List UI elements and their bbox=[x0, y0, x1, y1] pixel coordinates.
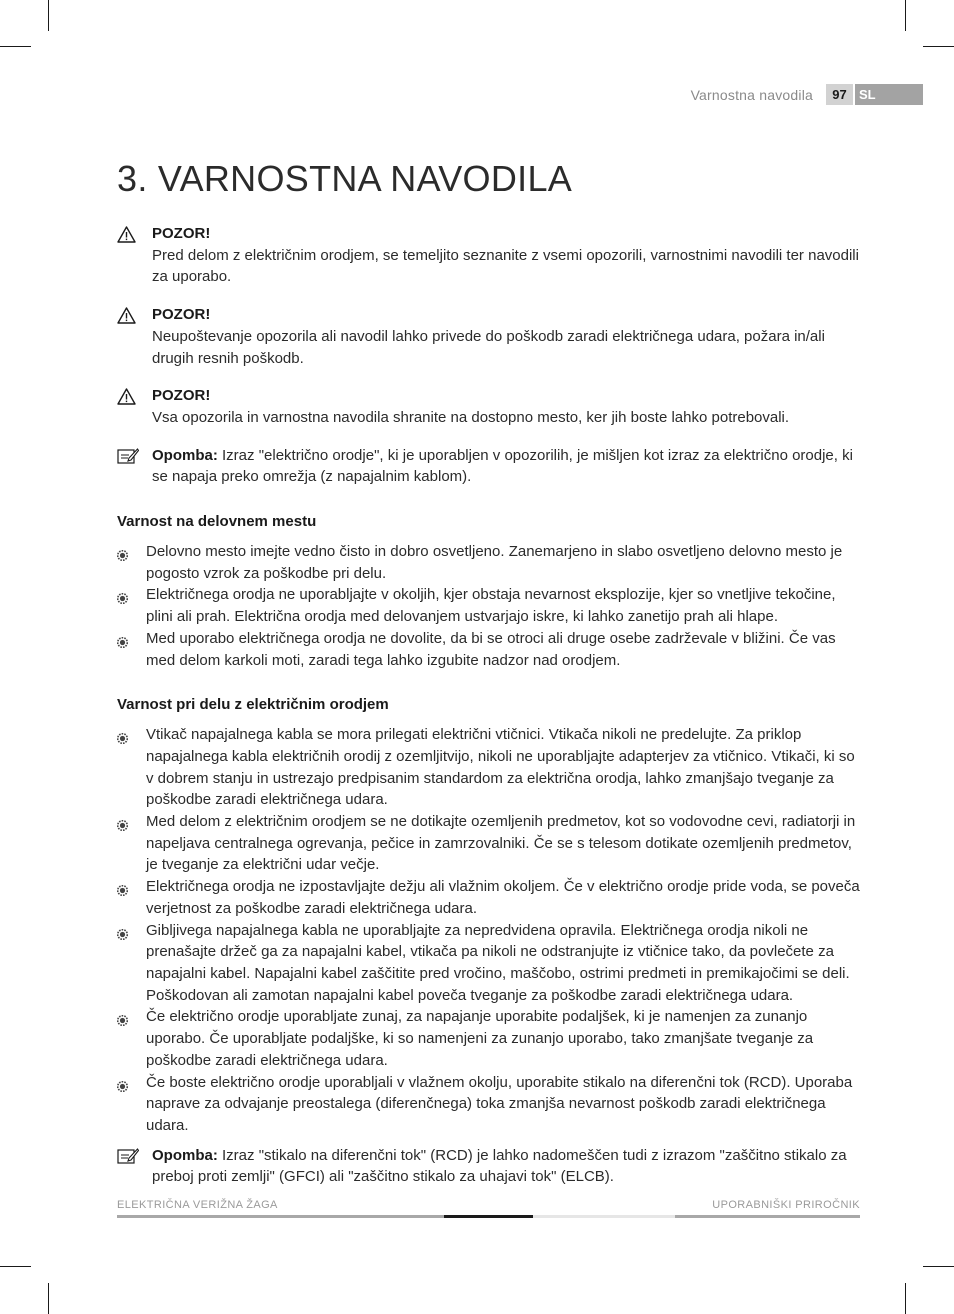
gear-bullet-icon bbox=[117, 584, 146, 627]
section-heading: Varnost na delovnem mestu bbox=[117, 513, 317, 531]
section-heading: Varnost pri delu z električnim orodjem bbox=[117, 696, 389, 714]
crop-mark bbox=[905, 1283, 906, 1314]
warning-label: POZOR! bbox=[152, 225, 211, 242]
note-text: Izraz "električno orodje", ki je uporabljen v opozorilih, je mišljen kot izraz za električno orodje, ki se napaja preko omrežja (z napajalnim kablom). bbox=[152, 446, 853, 486]
list-item-text: Če električno orodje uporabljate zunaj, za napajanje uporabite podaljšek, ki je namenjen za zunanjo uporabo. Če uporabljate podaljške, ki so namenjeni za zunanjo uporabo, tako zmanjšate tveganje za poškodbe zaradi električnega udara. bbox=[146, 1008, 814, 1069]
warning-label: POZOR! bbox=[152, 387, 211, 405]
gear-bullet-icon bbox=[117, 876, 146, 919]
crop-mark bbox=[0, 1266, 31, 1267]
warning-text: Pred delom z električnim orodjem, se temeljito seznanite z vsemi opozorili, varnostnimi navodili ter navodili za uporabo. bbox=[152, 246, 859, 286]
gear-bullet-icon bbox=[117, 628, 146, 671]
gear-bullet-icon bbox=[117, 1006, 146, 1071]
list-item bbox=[117, 920, 862, 1007]
chapter-title: 3. VARNOSTNA NAVODILA bbox=[117, 158, 573, 199]
list-item bbox=[117, 876, 862, 919]
footer-rule bbox=[675, 1215, 860, 1218]
crop-mark bbox=[0, 46, 31, 47]
running-header-title: Varnostna navodila bbox=[690, 87, 813, 103]
gear-bullet-icon bbox=[117, 920, 146, 1007]
list-item bbox=[117, 541, 862, 584]
crop-mark bbox=[905, 0, 906, 31]
list-item-text: Gibljivega napajalnega kabla ne uporabljajte za nepredvidena opravila. Električnega orodja nikoli ne prenašajte držeč ga za napajalni kabel, vtikača pa nikoli ne odstranjujte iz vtičnice tako, da povlečete za napajalni kabel. Napajalni kabel zaščitite pred vročino, maščobo, ostrimi predmeti in premikajočimi se deli. Poškodovan ali zamotan napajalni kabel poveča tveganje za poškodbe zaradi električnega udara. bbox=[146, 921, 850, 1004]
note-label: Opomba: bbox=[152, 446, 218, 464]
warning-triangle-icon bbox=[117, 385, 152, 428]
footer-product-name: ELEKTRIČNA VERIŽNA ŽAGA bbox=[117, 1199, 278, 1211]
list-item-text: Delovno mesto imejte vedno čisto in dobro osvetljeno. Zanemarjeno in slabo osvetljeno delovno mesto je pogosto vzrok za poškodbe pri delu. bbox=[146, 543, 843, 582]
warning-label: POZOR! bbox=[152, 306, 211, 324]
note-block bbox=[117, 445, 862, 488]
page-number: 97 bbox=[826, 84, 853, 105]
warning-block bbox=[117, 223, 862, 288]
warning-block bbox=[117, 385, 862, 428]
list-item-text: Med uporabo električnega orodja ne dovolite, da bi se otroci ali druge osebe zadrževale v bližini. Če vas med delom karkoli moti, zaradi tega lahko izgubite nadzor nad orodjem. bbox=[146, 629, 836, 669]
crop-mark bbox=[48, 0, 49, 31]
crop-mark bbox=[923, 46, 954, 47]
list-item bbox=[117, 584, 862, 627]
list-item bbox=[117, 628, 862, 671]
bullet-list bbox=[117, 724, 862, 1136]
gear-bullet-icon bbox=[117, 811, 146, 876]
crop-mark bbox=[48, 1283, 49, 1314]
footer-rule bbox=[117, 1215, 444, 1218]
gear-bullet-icon bbox=[117, 724, 146, 811]
note-block bbox=[117, 1145, 862, 1188]
footer-rule bbox=[533, 1215, 675, 1218]
list-item-text: Med delom z električnim orodjem se ne dotikajte ozemljenih predmetov, kot so vodovodne cevi, radiatorji in napeljava centralnega ogrevanja, pečice in zamrzovalniki. Če se s telesom dotikate ozemljenih predmetov, je tveganje za električni udar večje. bbox=[146, 813, 856, 874]
warning-text: Neupoštevanje opozorila ali navodil lahko privede do poškodb zaradi električnega udara, požara in/ali drugih resnih poškodb. bbox=[152, 327, 825, 367]
bullet-list bbox=[117, 541, 862, 671]
warning-block bbox=[117, 304, 862, 369]
list-item-text: Električnega orodja ne uporabljajte v okoljih, kjer obstaja nevarnost eksplozije, kjer so vnetljive tekočine, plini ali prah. Električna orodja med delovanjem ustvarjajo iskre, ki lahko zanetijo prah ali hlape. bbox=[146, 586, 836, 626]
warning-text: Vsa opozorila in varnostna navodila shranite na dostopno mesto, ker jih boste lahko potrebovali. bbox=[152, 408, 790, 426]
warning-triangle-icon bbox=[117, 304, 152, 369]
list-item bbox=[117, 1072, 862, 1137]
note-pencil-icon bbox=[117, 445, 152, 488]
list-item-text: Vtikač napajalnega kabla se mora prilegati električni vtičnici. Vtikača nikoli ne predelujte. Za priklop napajalnega kabla električnih orodij z ozemljitvijo, nikoli ne uporabljajte adapterjev za vtičnico. Vtikači, ki so v dobrem stanju in ustrezajo predpisanim standardom za električna orodja, lahko zmanjšajo tveganje za poškodbe zaradi električnega udara. bbox=[146, 726, 855, 809]
list-item bbox=[117, 811, 862, 876]
list-item bbox=[117, 1006, 862, 1071]
gear-bullet-icon bbox=[117, 1072, 146, 1137]
footer-rule bbox=[444, 1215, 533, 1218]
page-content bbox=[117, 158, 862, 1204]
list-item-text: Če boste električno orodje uporabljali v vlažnem okolju, uporabite stikalo na diferenčni tok (RCD). Uporaba naprave za odvajanje preostalega (diferenčnega) toka zmanjša nevarnost poškodb zaradi električnega udara. bbox=[146, 1073, 853, 1134]
note-text: Izraz "stikalo na diferenčni tok" (RCD) je lahko nadomeščen tudi z izrazom "zaščitno stikalo za preboj proti zemlji" (GFCI) ali "zaščitno stikalo za uhajavi tok" (ELCB). bbox=[152, 1146, 847, 1186]
gear-bullet-icon bbox=[117, 541, 146, 584]
note-pencil-icon bbox=[117, 1145, 152, 1188]
note-label: Opomba: bbox=[152, 1146, 218, 1164]
crop-mark bbox=[923, 1266, 954, 1267]
footer-manual-title: UPORABNIŠKI PRIROČNIK bbox=[712, 1199, 860, 1211]
list-item-text: Električnega orodja ne izpostavljajte dežju ali vlažnim okoljem. Če v električno orodje pride voda, se poveča verjetnost za poškodbe zaradi električnega udara. bbox=[146, 878, 860, 917]
language-tab: SL bbox=[855, 84, 923, 105]
warning-triangle-icon bbox=[117, 223, 152, 288]
list-item bbox=[117, 724, 862, 811]
